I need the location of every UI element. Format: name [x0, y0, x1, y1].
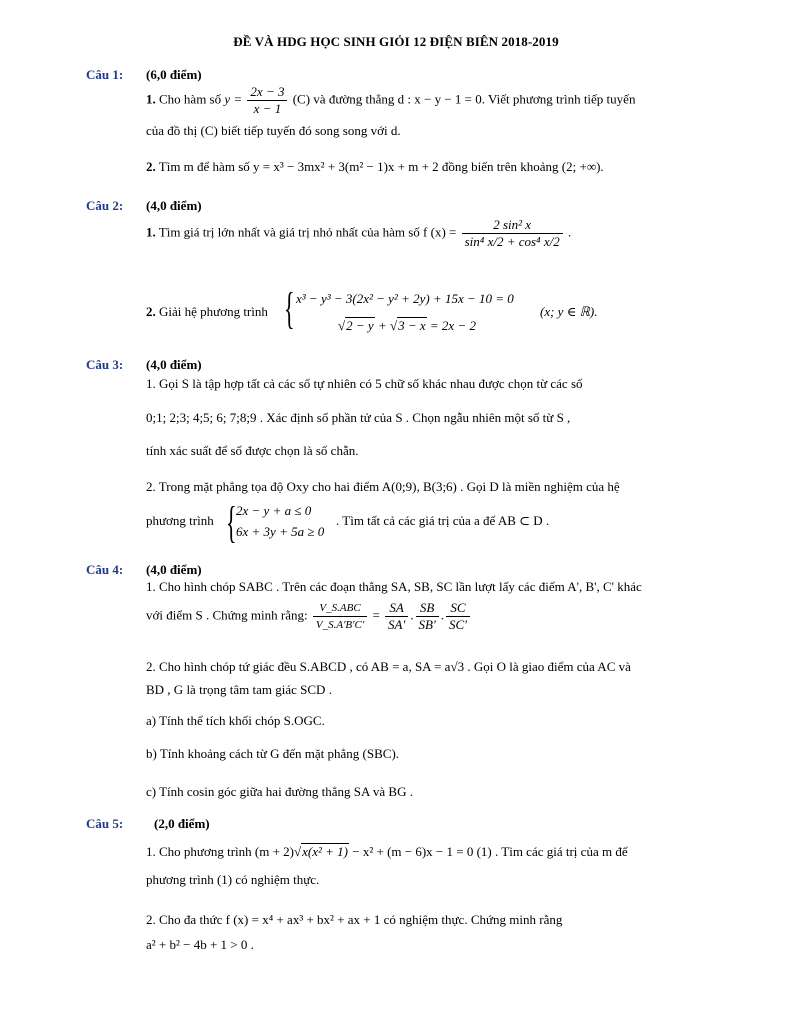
q4-fraction-sb: [416, 600, 439, 633]
q3-part1-line1: 1. Gọi S là tập hợp tất cả các số tự nhiên có 5 chữ số khác nhau được chọn từ các số: [146, 376, 583, 391]
q2-p1-frac-num: 2 sin² x: [462, 217, 563, 234]
q5-part2-line1: 2. Cho đa thức f (x) = x⁴ + ax³ + bx² + ax + 1 có nghiệm thực. Chứng minh rằng: [146, 912, 563, 927]
q4-p1-text: với điểm S . Chứng minh rằng:: [146, 607, 308, 623]
q3-eq2: 6x + 3y + 5a ≥ 0: [236, 524, 325, 539]
q2-p2-num: 2.: [146, 304, 156, 319]
q1-p1-fn: y =: [224, 91, 243, 107]
question-4-points: (4,0 điểm): [146, 562, 202, 577]
q5-p1-text-a: 1. Cho phương trình (m + 2): [146, 844, 294, 859]
q4-part2-line1: 2. Cho hình chóp tứ giác đều S.ABCD , có AB = a, SA = a√3 . Gọi O là giao điểm của AC và: [146, 659, 631, 674]
q4-frac-sa-den: SA': [388, 617, 406, 632]
q4-part1-line2: với điểm S . Chứng minh rằng: $\frac{\text{V\_S.ABC}}{V\_S.A'B'C'}$ = $\frac{SA}{SA'}$ . $\frac{SB}{SB'}$ . $\frac{SC}{SC'}$: [146, 600, 472, 633]
q4-part2-line2: BD , G là trọng tâm tam giác SCD .: [146, 682, 332, 697]
q4-frac-volume-den: V_S.A'B'C': [315, 619, 365, 631]
q4-fraction-sa: [385, 600, 408, 633]
question-1-points: (6,0 điểm): [146, 67, 202, 82]
question-5-points: (2,0 điểm): [154, 816, 210, 831]
q2-p1-text: Tìm giá trị lớn nhất và giá trị nhỏ nhất của hàm số f (x) =: [158, 224, 457, 240]
q1-p1-text-a: Cho hàm số: [159, 91, 222, 107]
q2-eq2: √2 − y + √3 − x = 2x − 2: [338, 318, 476, 333]
q3-system-brace: {: [226, 498, 237, 547]
q1-part1-line1: [146, 84, 635, 117]
page-title: ĐỀ VÀ HDG HỌC SINH GIỎI 12 ĐIỆN BIÊN 2018-2019: [233, 34, 559, 49]
q2-eq2-sqrt-a: 2 − y: [346, 318, 374, 333]
q5-p1-sqrt: x(x² + 1): [302, 844, 349, 859]
q1-p1-frac-num: 2x − 3: [247, 84, 287, 101]
q3-part2-intro: phương trình: [146, 513, 214, 528]
q4-frac-sc-den: SC': [449, 617, 467, 632]
question-3-points: (4,0 điểm): [146, 357, 202, 372]
question-2-points: (4,0 điểm): [146, 198, 202, 213]
q1-p1-fraction: [247, 84, 287, 117]
q2-p1-frac-den: sin⁴ x/2 + cos⁴ x/2: [464, 234, 560, 249]
q2-part2-intro: [146, 304, 268, 320]
q5-part2-line2: a² + b² − 4b + 1 > 0 .: [146, 937, 254, 952]
q1-p1-frac-den: x − 1: [253, 101, 282, 116]
q2-eq2-rhs: = 2x − 2: [426, 318, 476, 333]
question-1-label: Câu 1:: [86, 67, 124, 82]
q2-p1-num: 1.: [146, 224, 156, 240]
q2-eq2-sqrt-b: 3 − x: [398, 318, 426, 333]
q4-fraction-volume: [313, 600, 367, 633]
q4-frac-sb-den: SB': [418, 617, 436, 632]
q4-frac-sc-num: SC: [446, 600, 470, 617]
q4-frac-volume-num: V_S.ABC: [313, 600, 367, 617]
question-5-label: Câu 5:: [86, 816, 124, 831]
q4-frac-sa-num: SA: [385, 600, 408, 617]
q5-p1-text-b: − x² + (m − 6)x − 1 = 0 (1) . Tìm các giá trị của m để: [349, 844, 628, 859]
q1-part2-line1: [146, 159, 604, 175]
q5-part1-line2: phương trình (1) có nghiệm thực.: [146, 872, 320, 887]
q1-p1-num: 1.: [146, 91, 156, 107]
question-3-label: Câu 3:: [86, 357, 124, 372]
question-4-label: Câu 4:: [86, 562, 124, 577]
question-2-label: Câu 2:: [86, 198, 124, 213]
q2-system-brace: {: [284, 284, 295, 333]
q2-p2-text: Giải hệ phương trình: [159, 304, 268, 319]
q1-part1-line2: của đồ thị (C) biết tiếp tuyến đó song song với d.: [146, 123, 401, 138]
q1-p2-num: 2.: [146, 159, 156, 174]
q2-part1-line1: [146, 217, 571, 250]
q4-frac-sb-num: SB: [416, 600, 439, 617]
q4-part2-b: b) Tính khoảng cách từ G đến mặt phẳng (SBC).: [146, 746, 400, 761]
q3-part1-line3: tính xác suất để số được chọn là số chẵn.: [146, 443, 359, 458]
q3-part1-line2: 0;1; 2;3; 4;5; 6; 7;8;9 . Xác định số phần tử của S . Chọn ngẫu nhiên một số từ S ,: [146, 410, 571, 425]
q1-p1-text-b: (C) và đường thẳng d : x − y − 1 = 0. Viết phương trình tiếp tuyến: [292, 91, 636, 107]
q2-p1-end: .: [567, 224, 572, 240]
q4-part2-a: a) Tính thể tích khối chóp S.OGC.: [146, 713, 325, 728]
q3-eq1: 2x − y + a ≤ 0: [236, 503, 312, 518]
q4-part2-c: c) Tính cosin góc giữa hai đường thẳng SA và BG .: [146, 784, 413, 799]
q5-part1-line1: 1. Cho phương trình (m + 2)√x(x² + 1) − x² + (m − 6)x − 1 = 0 (1) . Tìm các giá trị của m để: [146, 844, 628, 859]
q3-part2-tail: . Tìm tất cả các giá trị của a để AB ⊂ D .: [336, 513, 550, 528]
q2-condition: (x; y ∈ ℝ).: [540, 304, 598, 319]
q2-eq1: x³ − y³ − 3(2x² − y² + 2y) + 15x − 10 = 0: [296, 291, 514, 306]
q1-p2-text: Tìm m để hàm số y = x³ − 3mx² + 3(m² − 1)x + m + 2 đồng biến trên khoảng (2; +∞).: [158, 159, 604, 174]
q4-part1-line1: 1. Cho hình chóp SABC . Trên các đoạn thẳng SA, SB, SC lần lượt lấy các điểm A', B', C' khác: [146, 579, 642, 594]
q4-fraction-sc: [446, 600, 470, 633]
q2-p1-fraction: [462, 217, 563, 250]
q3-part2-line1: 2. Trong mặt phẳng tọa độ Oxy cho hai điểm A(0;9), B(3;6) . Gọi D là miền nghiệm của hệ: [146, 479, 620, 494]
